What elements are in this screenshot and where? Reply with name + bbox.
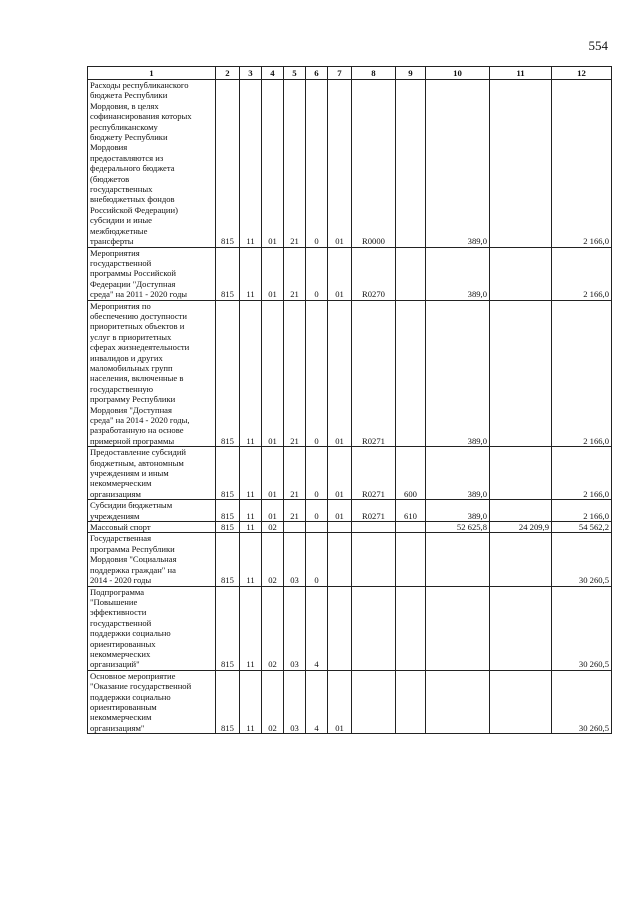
cell-subprogram: 0 xyxy=(306,300,328,447)
cell-admin-code: 815 xyxy=(216,670,240,733)
cell-subsection: 02 xyxy=(262,522,284,533)
table-header-row xyxy=(88,67,612,80)
table-row xyxy=(88,533,612,586)
cell-program xyxy=(284,522,306,533)
cell-event xyxy=(328,522,352,533)
col-header-3: 3 xyxy=(240,67,262,80)
cell-direction xyxy=(352,586,396,670)
col-header-2: 2 xyxy=(216,67,240,80)
cell-event: 01 xyxy=(328,247,352,300)
cell-admin-code: 815 xyxy=(216,80,240,248)
col-header-11: 11 xyxy=(490,67,552,80)
cell-admin-code: 815 xyxy=(216,586,240,670)
cell-expense-type xyxy=(396,300,426,447)
cell-direction: R0271 xyxy=(352,447,396,500)
cell-amount-10: 389,0 xyxy=(426,80,490,248)
cell-amount-10: 52 625,8 xyxy=(426,522,490,533)
cell-event: 01 xyxy=(328,670,352,733)
cell-direction: R0271 xyxy=(352,500,396,522)
cell-amount-12: 2 166,0 xyxy=(552,80,612,248)
cell-program: 03 xyxy=(284,533,306,586)
cell-amount-11 xyxy=(490,586,552,670)
cell-amount-10: 389,0 xyxy=(426,247,490,300)
cell-subsection: 01 xyxy=(262,447,284,500)
cell-subsection: 02 xyxy=(262,586,284,670)
row-name: Предоставление субсидий бюджетным, автономным учреждениям и иным некоммерческим организациям xyxy=(88,447,216,500)
row-name: Государственная программа Республики Мордовия "Социальная поддержка граждан" на 2014 - 2020 годы xyxy=(88,533,216,586)
table-row xyxy=(88,300,612,447)
cell-subsection: 02 xyxy=(262,533,284,586)
cell-program: 03 xyxy=(284,586,306,670)
cell-admin-code: 815 xyxy=(216,522,240,533)
cell-section: 11 xyxy=(240,447,262,500)
cell-amount-12: 2 166,0 xyxy=(552,447,612,500)
cell-section: 11 xyxy=(240,533,262,586)
cell-event: 01 xyxy=(328,80,352,248)
cell-amount-12: 2 166,0 xyxy=(552,247,612,300)
cell-subprogram: 4 xyxy=(306,670,328,733)
cell-amount-10: 389,0 xyxy=(426,300,490,447)
table-row xyxy=(88,586,612,670)
row-name: Расходы республиканского бюджета Республики Мордовия, в целях софинансирования которых республиканскому бюджету Республики Мордовия предоставляются из федерального бюджета (бюджетов государственных внебюджетных фондов Российской Федерации) субсидии и иные межбюджетные трансферты xyxy=(88,80,216,248)
cell-program: 03 xyxy=(284,670,306,733)
cell-amount-10 xyxy=(426,586,490,670)
cell-section: 11 xyxy=(240,247,262,300)
cell-program: 21 xyxy=(284,247,306,300)
cell-direction xyxy=(352,670,396,733)
col-header-8: 8 xyxy=(352,67,396,80)
cell-event xyxy=(328,586,352,670)
row-name: Подпрограмма "Повышение эффективности государственной поддержки социально ориентированных некоммерческих организаций" xyxy=(88,586,216,670)
cell-event: 01 xyxy=(328,300,352,447)
cell-subprogram: 0 xyxy=(306,500,328,522)
cell-admin-code: 815 xyxy=(216,300,240,447)
cell-amount-11 xyxy=(490,533,552,586)
cell-direction: R0000 xyxy=(352,80,396,248)
row-name: Мероприятия государственной программы Российской Федерации "Доступная среда" на 2011 - 2020 годы xyxy=(88,247,216,300)
cell-amount-11: 24 209,9 xyxy=(490,522,552,533)
cell-expense-type xyxy=(396,533,426,586)
col-header-4: 4 xyxy=(262,67,284,80)
cell-subprogram: 0 xyxy=(306,80,328,248)
cell-amount-11 xyxy=(490,80,552,248)
cell-section: 11 xyxy=(240,586,262,670)
cell-subprogram: 0 xyxy=(306,247,328,300)
cell-expense-type xyxy=(396,80,426,248)
table-row xyxy=(88,670,612,733)
cell-amount-10: 389,0 xyxy=(426,500,490,522)
cell-section: 11 xyxy=(240,80,262,248)
cell-event: 01 xyxy=(328,500,352,522)
table-row xyxy=(88,522,612,533)
cell-amount-11 xyxy=(490,447,552,500)
row-name: Массовый спорт xyxy=(88,522,216,533)
cell-subsection: 01 xyxy=(262,500,284,522)
cell-subprogram: 0 xyxy=(306,447,328,500)
cell-subprogram: 0 xyxy=(306,533,328,586)
cell-expense-type: 600 xyxy=(396,447,426,500)
cell-expense-type xyxy=(396,586,426,670)
cell-expense-type xyxy=(396,522,426,533)
cell-program: 21 xyxy=(284,80,306,248)
cell-program: 21 xyxy=(284,500,306,522)
row-name: Мероприятия по обеспечению доступности приоритетных объектов и услуг в приоритетных сферах жизнедеятельности инвалидов и других маломобильных групп населения, включенные в государственную программу Республики Мордовия "Доступная среда" на 2014 - 2020 годы, разработанную на основе примерной программы xyxy=(88,300,216,447)
cell-admin-code: 815 xyxy=(216,533,240,586)
table-row xyxy=(88,80,612,248)
cell-admin-code: 815 xyxy=(216,447,240,500)
cell-subprogram xyxy=(306,522,328,533)
cell-amount-10: 389,0 xyxy=(426,447,490,500)
cell-amount-11 xyxy=(490,670,552,733)
cell-amount-10 xyxy=(426,670,490,733)
cell-subprogram: 4 xyxy=(306,586,328,670)
cell-subsection: 01 xyxy=(262,300,284,447)
table-row xyxy=(88,447,612,500)
cell-event: 01 xyxy=(328,447,352,500)
table-row xyxy=(88,500,612,522)
cell-subsection: 02 xyxy=(262,670,284,733)
row-name: Основное мероприятие "Оказание государственной поддержки социально ориентированным некоммерческим организациям" xyxy=(88,670,216,733)
cell-amount-10 xyxy=(426,533,490,586)
cell-section: 11 xyxy=(240,522,262,533)
row-name: Субсидии бюджетным учреждениям xyxy=(88,500,216,522)
budget-table xyxy=(87,66,612,734)
cell-event xyxy=(328,533,352,586)
cell-amount-12: 30 260,5 xyxy=(552,670,612,733)
cell-direction xyxy=(352,522,396,533)
col-header-1: 1 xyxy=(88,67,216,80)
cell-amount-12: 30 260,5 xyxy=(552,533,612,586)
col-header-5: 5 xyxy=(284,67,306,80)
cell-section: 11 xyxy=(240,500,262,522)
cell-section: 11 xyxy=(240,670,262,733)
cell-direction: R0271 xyxy=(352,300,396,447)
col-header-7: 7 xyxy=(328,67,352,80)
table-row xyxy=(88,247,612,300)
col-header-10: 10 xyxy=(426,67,490,80)
cell-direction xyxy=(352,533,396,586)
cell-amount-11 xyxy=(490,500,552,522)
cell-admin-code: 815 xyxy=(216,500,240,522)
cell-program: 21 xyxy=(284,300,306,447)
cell-expense-type: 610 xyxy=(396,500,426,522)
cell-amount-11 xyxy=(490,247,552,300)
col-header-12: 12 xyxy=(552,67,612,80)
page-number: 554 xyxy=(588,38,608,53)
cell-section: 11 xyxy=(240,300,262,447)
col-header-6: 6 xyxy=(306,67,328,80)
cell-expense-type xyxy=(396,247,426,300)
cell-amount-12: 2 166,0 xyxy=(552,500,612,522)
cell-program: 21 xyxy=(284,447,306,500)
cell-admin-code: 815 xyxy=(216,247,240,300)
cell-amount-12: 30 260,5 xyxy=(552,586,612,670)
cell-subsection: 01 xyxy=(262,247,284,300)
cell-amount-12: 2 166,0 xyxy=(552,300,612,447)
cell-expense-type xyxy=(396,670,426,733)
cell-amount-12: 54 562,2 xyxy=(552,522,612,533)
col-header-9: 9 xyxy=(396,67,426,80)
cell-subsection: 01 xyxy=(262,80,284,248)
cell-direction: R0270 xyxy=(352,247,396,300)
cell-amount-11 xyxy=(490,300,552,447)
